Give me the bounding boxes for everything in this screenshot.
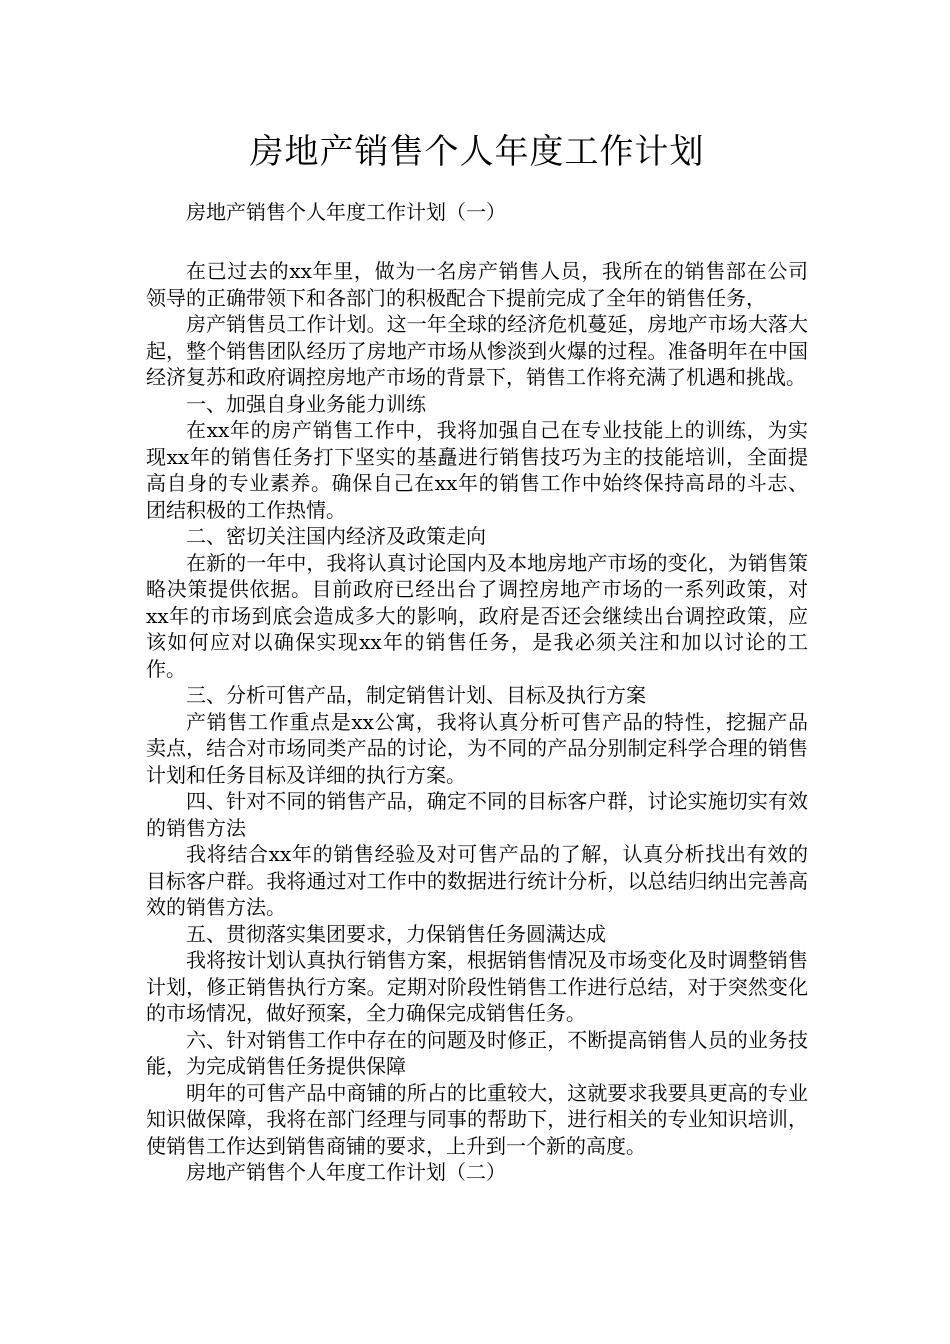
paragraph-item-6: 明年的可售产品中商铺的所占的比重较大，这就要求我要具更高的专业知识做保障，我将在部门经理与同事的帮助下，进行相关的专业知识培训，使销售工作达到销售商铺的要求，上升到一个新的高度。: [146, 1080, 808, 1158]
section-heading-part-2: 房地产销售个人年度工作计划（二）: [186, 1160, 506, 1184]
heading-item-6: 六、针对销售工作中存在的问题及时修正，不断提高销售人员的业务技能，为完成销售任务提供保障: [146, 1027, 808, 1078]
heading-item-2: 二、密切关注国内经济及政策走向: [186, 524, 486, 548]
document-body: [146, 258, 808, 1186]
paragraph-item-3: 产销售工作重点是xx公寓，我将认真分析可售产品的特性，挖掘产品卖点，结合对市场同类产品的讨论，为不同的产品分别制定科学合理的销售计划和任务目标及详细的执行方案。: [146, 709, 808, 787]
heading-item-1: 一、加强自身业务能力训练: [186, 391, 426, 416]
paragraph-item-2: 在新的一年中，我将认真讨论国内及本地房地产市场的变化，为销售策略决策提供依据。目前政府已经出台了调控房地产市场的一系列政策，对xx年的市场到底会造成多大的影响，政府是否还会继续出台调控政策，应该如何应对以确保实现xx年的销售任务，是我必须关注和加以讨论的工作。: [146, 550, 808, 681]
heading-item-3: 三、分析可售产品，制定销售计划、目标及执行方案: [186, 683, 646, 707]
paragraph-item-1: 在xx年的房产销售工作中，我将加强自己在专业技能上的训练，为实现xx年的销售任务打下坚实的基矗进行销售技巧为主的技能培训，全面提高自身的专业素养。确保自己在xx年的销售工作中始终保持高昂的斗志、团结积极的工作热情。: [146, 418, 808, 522]
heading-item-4: 四、针对不同的销售产品，确定不同的目标客户群，讨论实施切实有效的销售方法: [146, 789, 808, 840]
paragraph-overview: 房产销售员工作计划。这一年全球的经济危机蔓延，房地产市场大落大起，整个销售团队经历了房地产市场从惨淡到火爆的过程。准备明年在中国经济复苏和政府调控房地产市场的背景下，销售工作将充满了机遇和挑战。: [146, 312, 808, 389]
heading-item-5: 五、贯彻落实集团要求，力保销售任务圆满达成: [186, 921, 606, 946]
document-page: [146, 0, 808, 1186]
document-title: 房地产销售个人年度工作计划: [249, 132, 705, 172]
paragraph-intro: 在已过去的xx年里，做为一名房产销售人员，我所在的销售部在公司领导的正确带领下和各部门的积极配合下提前完成了全年的销售任务，: [146, 259, 808, 310]
section-heading-part-1: 房地产销售个人年度工作计划（一）: [186, 200, 506, 224]
paragraph-item-5: 我将按计划认真执行销售方案，根据销售情况及市场变化及时调整销售计划，修正销售执行方案。定期对阶段性销售工作进行总结，对于突然变化的市场情况，做好预案，全力确保完成销售任务。: [146, 948, 808, 1025]
paragraph-item-4: 我将结合xx年的销售经验及对可售产品的了解，认真分析找出有效的目标客户群。我将通过对工作中的数据进行统计分析，以总结归纳出完善高效的销售方法。: [146, 842, 808, 919]
